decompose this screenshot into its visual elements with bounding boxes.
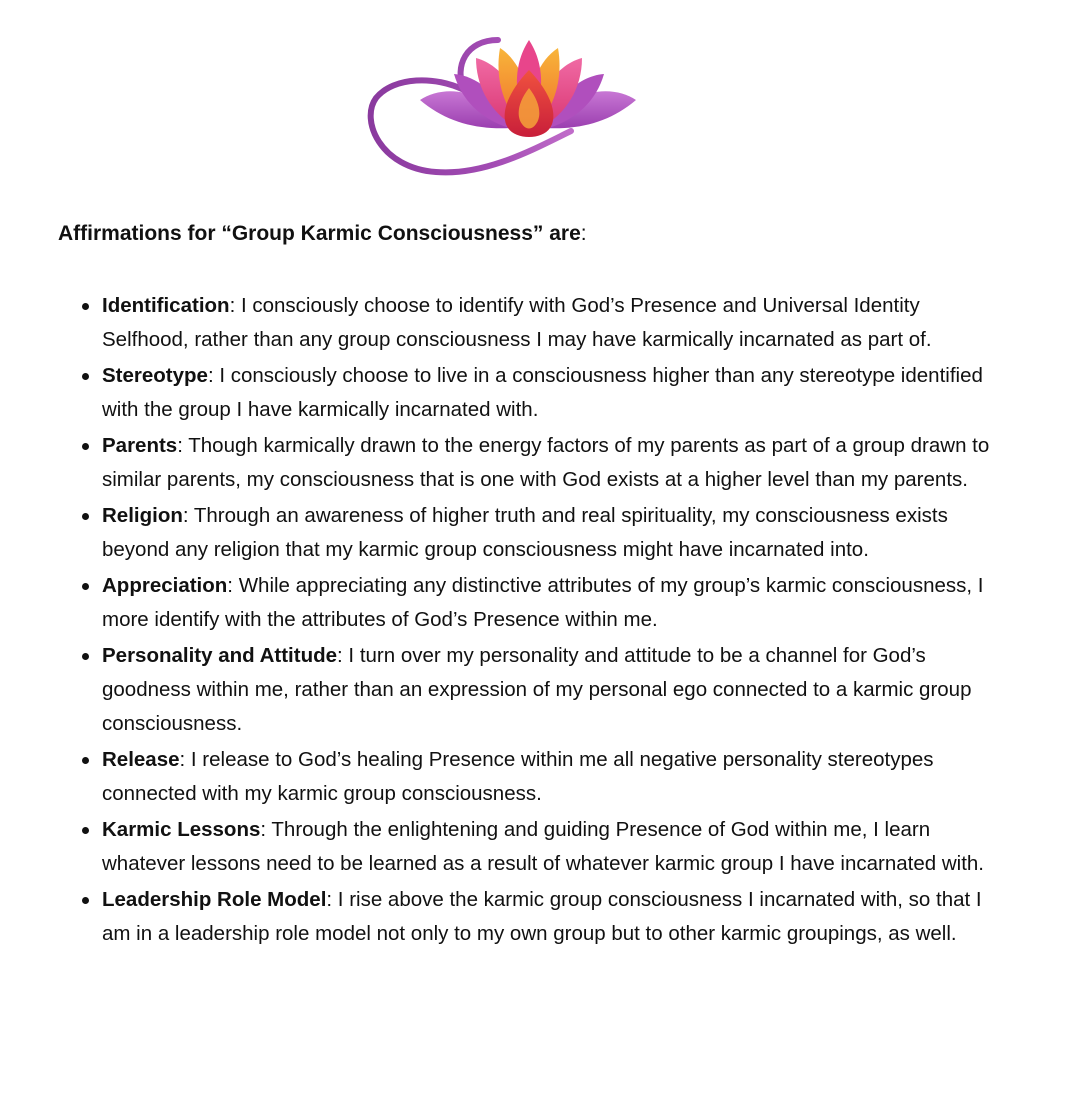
term-description: : I consciously choose to identify with God’s Presence and Universal Identity Selfhood, rather than any group consciousness I may have karmically incarnated as part of. (102, 294, 932, 351)
bullet-icon (82, 513, 89, 520)
list-item-parents (82, 429, 997, 497)
term-label: Appreciation (102, 574, 228, 597)
heading-bold-text: Affirmations for “Group Karmic Consciousness” are (58, 222, 581, 245)
affirmations-list (82, 289, 997, 953)
bullet-icon (82, 827, 89, 834)
list-item-personality-and-attitude (82, 639, 997, 741)
term-description: : I release to God’s healing Presence within me all negative personality stereotypes connected with my karmic group consciousness. (102, 748, 934, 805)
term-label: Personality and Attitude (102, 644, 338, 667)
term-description: : I rise above the karmic group consciousness I incarnated with, so that I am in a leadership role model not only to my own group but to other karmic groupings, as well. (102, 888, 982, 945)
term-description: : Through an awareness of higher truth and real spirituality, my consciousness exists beyond any religion that my karmic group consciousness might have incarnated into. (102, 504, 948, 561)
affirmations-heading (58, 218, 1038, 250)
bullet-icon (82, 583, 89, 590)
term-description: : Though karmically drawn to the energy factors of my parents as part of a group drawn to similar parents, my consciousness that is one with God exists at a higher level than my parents. (102, 434, 990, 491)
term-label: Leadership Role Model (102, 888, 327, 911)
bullet-icon (82, 303, 89, 310)
list-item-identification (82, 289, 997, 357)
term-label: Religion (102, 504, 183, 527)
list-item-karmic-lessons (82, 813, 997, 881)
list-item-release (82, 743, 997, 811)
term-label: Karmic Lessons (102, 818, 261, 841)
list-item-stereotype (82, 359, 997, 427)
term-label: Release (102, 748, 180, 771)
list-item-leadership-role-model (82, 883, 997, 951)
bullet-icon (82, 653, 89, 660)
bullet-icon (82, 757, 89, 764)
term-description: : I consciously choose to live in a consciousness higher than any stereotype identified with the group I have karmically incarnated with. (102, 364, 983, 421)
list-item-religion (82, 499, 997, 567)
bullet-icon (82, 443, 89, 450)
term-label: Stereotype (102, 364, 208, 387)
term-label: Identification (102, 294, 230, 317)
bullet-icon (82, 373, 89, 380)
term-description: : Through the enlightening and guiding Presence of God within me, I learn whatever lessons need to be learned as a result of whatever karmic group I have incarnated with. (102, 818, 984, 875)
heading-suffix: : (580, 222, 587, 245)
term-description: : While appreciating any distinctive attributes of my group’s karmic consciousness, I more identify with the attributes of God’s Presence within me. (102, 574, 984, 631)
term-description: : I turn over my personality and attitude to be a channel for God’s goodness within me, rather than an expression of my personal ego connected to a karmic group consciousness. (102, 644, 972, 735)
term-label: Parents (102, 434, 178, 457)
lotus-logo (366, 36, 640, 178)
list-item-appreciation (82, 569, 997, 637)
bullet-icon (82, 897, 89, 904)
